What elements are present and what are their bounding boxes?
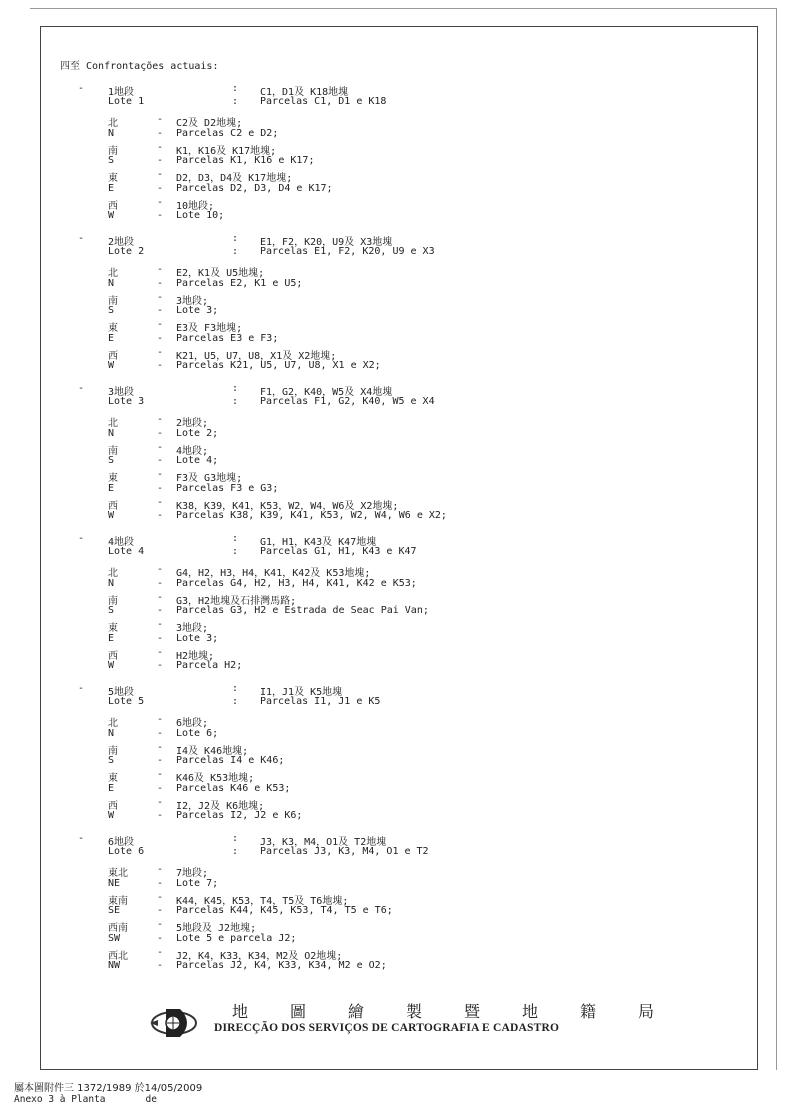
confrontation-direction: 南	[108, 445, 118, 457]
confrontation-text: Parcelas J2, K4, K33, K34, M2 e O2;	[176, 960, 387, 972]
confrontation-text: I4及 K46地塊;	[176, 745, 249, 757]
confrontation-direction: N	[108, 727, 115, 739]
confrontation-direction: 北	[108, 718, 118, 729]
confrontation-dash: -	[157, 632, 164, 644]
lot-parcels-chinese: J3，K3，M4，O1及 T2地塊	[260, 837, 387, 848]
lot-name-chinese: 3地段	[108, 387, 135, 398]
confrontation-dash: -	[157, 155, 164, 167]
confrontation-direction: 西北	[108, 950, 128, 962]
confrontation-direction: W	[108, 810, 115, 822]
lot-name-portuguese: Lote 1	[108, 96, 145, 107]
confrontation-dash: -	[157, 577, 164, 589]
confrontation-text: G3，H2地塊及石排灣馬路;	[176, 595, 297, 607]
confrontation-dash: -	[157, 741, 164, 753]
confrontation-dash: -	[157, 469, 164, 480]
lot-parcels-chinese: F1，G2，K40，W5及 X4地塊	[260, 387, 393, 398]
confrontation-direction: 南	[108, 595, 118, 607]
confrontation-direction: 東	[108, 623, 118, 634]
confrontation-text: Parcelas G3, H2 e Estrada de Seac Pai Van;	[176, 605, 429, 617]
confrontation-dash: -	[157, 905, 164, 917]
confrontation-dash: -	[157, 755, 164, 767]
confrontation-direction: W	[108, 510, 115, 522]
lot-bullet: -	[78, 533, 85, 544]
confrontation-text: Lote 2;	[176, 427, 219, 439]
annex-note-portuguese: Anexo 3 à Planta de	[14, 1094, 157, 1105]
confrontation-direction: SW	[108, 932, 121, 944]
confrontation-dash: -	[157, 496, 164, 508]
confrontation-direction: 東	[108, 473, 118, 484]
confrontation-text: Parcelas K38, K39, K41, K53, W2, W4, W6 e X2;	[176, 510, 447, 522]
lot-name-chinese: 2地段	[108, 237, 135, 248]
lot-parcels-portuguese: Parcelas E1, F2, K20, U9 e X3	[260, 246, 435, 257]
confrontation-text: Parcelas I4 e K46;	[176, 755, 285, 767]
confrontation-text: K21，U5，U7，U8，X1及 X2地塊;	[176, 350, 337, 362]
confrontation-direction: NW	[108, 960, 121, 972]
lot-parcels-portuguese: Parcelas C1, D1 e K18	[260, 96, 387, 107]
confrontation-dash: -	[157, 141, 164, 153]
confrontation-direction: 南	[108, 745, 118, 757]
confrontation-text: Parcelas E3 e F3;	[176, 332, 279, 344]
confrontation-dash: -	[157, 877, 164, 889]
confrontation-direction: 東	[108, 173, 118, 184]
confrontation-dash: -	[157, 319, 164, 330]
confrontation-direction: 南	[108, 295, 118, 307]
confrontation-direction: N	[108, 577, 115, 589]
confrontation-text: 5地段及 J2地塊;	[176, 923, 257, 934]
lot-colon: :	[232, 83, 239, 94]
confrontation-dash: -	[157, 182, 164, 194]
confrontation-dash: -	[157, 427, 164, 439]
confrontation-direction: 北	[108, 118, 118, 129]
lot-parcels-portuguese: Parcelas I1, J1 e K5	[260, 696, 381, 707]
page-edge-top	[30, 8, 777, 10]
confrontation-direction: 西	[108, 200, 118, 212]
confrontation-direction: W	[108, 660, 115, 672]
confrontation-dash: -	[157, 291, 164, 303]
lot-name-portuguese: Lote 4	[108, 546, 145, 557]
lot-colon: :	[232, 246, 239, 257]
confrontation-dash: -	[157, 510, 164, 522]
page-edge-right	[776, 8, 778, 1070]
lot-bullet: -	[78, 83, 85, 94]
confrontation-direction: N	[108, 427, 115, 439]
lot-colon: :	[232, 396, 239, 407]
confrontation-direction: E	[108, 632, 115, 644]
lot-colon: :	[232, 696, 239, 707]
confrontation-text: Parcelas K46 e K53;	[176, 782, 291, 794]
confrontation-text: F3及 G3地塊;	[176, 473, 243, 484]
confrontation-text: Parcelas K44, K45, K53, T4, T5 e T6;	[176, 905, 393, 917]
lot-name-chinese: 4地段	[108, 537, 135, 548]
lot-parcels-chinese: E1，F2，K20，U9及 X3地塊	[260, 237, 393, 248]
confrontation-text: Lote 6;	[176, 727, 219, 739]
confrontation-text: Lote 4;	[176, 455, 219, 467]
confrontation-dash: -	[157, 727, 164, 739]
confrontation-text: Parcelas K1, K16 e K17;	[176, 155, 315, 167]
confrontation-dash: -	[157, 346, 164, 358]
confrontation-direction: S	[108, 305, 115, 317]
confrontation-text: E2，K1及 U5地塊;	[176, 268, 265, 279]
confrontation-dash: -	[157, 891, 164, 903]
dscc-logo-icon	[146, 1003, 202, 1043]
confrontation-direction: 西南	[108, 923, 128, 934]
confrontation-dash: -	[157, 932, 164, 944]
confrontation-direction: E	[108, 782, 115, 794]
confrontation-direction: S	[108, 155, 115, 167]
confrontation-dash: -	[157, 769, 164, 780]
confrontation-dash: -	[157, 277, 164, 289]
confrontation-dash: -	[157, 564, 164, 575]
confrontation-dash: -	[157, 210, 164, 222]
confrontation-direction: W	[108, 210, 115, 222]
confrontation-dash: -	[157, 196, 164, 208]
confrontation-dash: -	[157, 960, 164, 972]
lot-name-portuguese: Lote 2	[108, 246, 145, 257]
confrontation-dash: -	[157, 127, 164, 139]
lot-colon: :	[232, 383, 239, 394]
lot-parcels-portuguese: Parcelas F1, G2, K40, W5 e X4	[260, 396, 435, 407]
lot-parcels-portuguese: Parcelas G1, H1, K43 e K47	[260, 546, 417, 557]
lot-name-portuguese: Lote 6	[108, 846, 145, 857]
confrontation-direction: NE	[108, 877, 121, 889]
lot-colon: :	[232, 96, 239, 107]
confrontation-direction: 北	[108, 418, 118, 429]
confrontation-dash: -	[157, 441, 164, 453]
confrontation-direction: 北	[108, 568, 118, 579]
lot-bullet: -	[78, 683, 85, 694]
confrontation-direction: N	[108, 127, 115, 139]
confrontation-text: Parcela H2;	[176, 660, 243, 672]
confrontation-text: 10地段;	[176, 200, 215, 212]
confrontation-dash: -	[157, 919, 164, 930]
confrontation-dash: -	[157, 619, 164, 630]
confrontation-text: Parcelas K21, U5, U7, U8, X1 e X2;	[176, 360, 381, 372]
lot-name-chinese: 5地段	[108, 687, 135, 698]
confrontation-text: J2，K4，K33，K34，M2及 O2地塊;	[176, 950, 343, 962]
confrontation-text: Lote 7;	[176, 877, 219, 889]
lot-colon: :	[232, 683, 239, 694]
confrontation-text: 7地段;	[176, 868, 209, 879]
confrontation-direction: 東南	[108, 895, 128, 907]
confrontation-direction: E	[108, 332, 115, 344]
confrontation-dash: -	[157, 591, 164, 603]
lot-colon: :	[232, 546, 239, 557]
confrontation-dash: -	[157, 660, 164, 672]
lot-parcels-chinese: G1，H1，K43及 K47地塊	[260, 537, 377, 548]
confrontation-text: K46及 K53地塊;	[176, 773, 255, 784]
lot-colon: :	[232, 846, 239, 857]
confrontation-direction: E	[108, 182, 115, 194]
confrontation-text: Parcelas E2, K1 e U5;	[176, 277, 303, 289]
confrontation-text: C2及 D2地塊;	[176, 118, 243, 129]
confrontation-dash: -	[157, 360, 164, 372]
confrontation-text: Lote 3;	[176, 632, 219, 644]
confrontation-direction: SE	[108, 905, 121, 917]
section-heading: 四至 Confrontações actuais:	[60, 61, 219, 72]
confrontation-dash: -	[157, 605, 164, 617]
confrontation-text: Parcelas I2, J2 e K6;	[176, 810, 303, 822]
confrontation-text: Parcelas C2 e D2;	[176, 127, 279, 139]
confrontation-direction: 西	[108, 350, 118, 362]
confrontation-direction: 東北	[108, 868, 128, 879]
confrontation-text: I2，J2及 K6地塊;	[176, 800, 265, 812]
confrontation-text: 4地段;	[176, 445, 209, 457]
lot-colon: :	[232, 833, 239, 844]
confrontation-direction: E	[108, 482, 115, 494]
confrontation-text: 3地段;	[176, 623, 209, 634]
confrontation-direction: W	[108, 360, 115, 372]
lot-name-chinese: 1地段	[108, 87, 135, 98]
confrontation-dash: -	[157, 796, 164, 808]
confrontation-direction: S	[108, 455, 115, 467]
confrontation-dash: -	[157, 782, 164, 794]
confrontation-dash: -	[157, 305, 164, 317]
confrontation-direction: N	[108, 277, 115, 289]
confrontation-dash: -	[157, 810, 164, 822]
confrontation-text: Parcelas F3 e G3;	[176, 482, 279, 494]
lot-parcels-portuguese: Parcelas J3, K3, M4, O1 e T2	[260, 846, 429, 857]
confrontation-direction: 北	[108, 268, 118, 279]
confrontation-text: Parcelas G4, H2, H3, H4, K41, K42 e K53;	[176, 577, 417, 589]
confrontation-direction: 西	[108, 800, 118, 812]
confrontation-text: H2地塊;	[176, 650, 215, 662]
confrontation-direction: 西	[108, 500, 118, 512]
lot-parcels-chinese: I1，J1及 K5地塊	[260, 687, 343, 698]
confrontation-dash: -	[157, 114, 164, 125]
confrontation-dash: -	[157, 864, 164, 875]
confrontation-text: K1，K16及 K17地塊;	[176, 145, 277, 157]
confrontation-dash: -	[157, 455, 164, 467]
lot-name-portuguese: Lote 3	[108, 396, 145, 407]
org-name-chinese: 地圖繪製暨地籍局	[232, 1002, 697, 1021]
confrontation-direction: 西	[108, 650, 118, 662]
annex-note-chinese: 屬本圖附件三 1372/1989 於14/05/2009	[14, 1083, 203, 1094]
confrontation-text: Parcelas D2, D3, D4 e K17;	[176, 182, 333, 194]
lot-bullet: -	[78, 833, 85, 844]
confrontation-text: E3及 F3地塊;	[176, 323, 243, 334]
confrontation-dash: -	[157, 946, 164, 958]
confrontation-dash: -	[157, 264, 164, 275]
lot-bullet: -	[78, 233, 85, 244]
confrontation-text: 6地段;	[176, 718, 209, 729]
confrontation-text: 2地段;	[176, 418, 209, 429]
confrontation-text: K44，K45，K53，T4，T5及 T6地塊;	[176, 895, 349, 907]
lot-colon: :	[232, 533, 239, 544]
confrontation-text: G4，H2，H3，H4，K41，K42及 K53地塊;	[176, 568, 371, 579]
lot-bullet: -	[78, 383, 85, 394]
lot-parcels-chinese: C1，D1及 K18地塊	[260, 87, 349, 98]
confrontation-text: Lote 3;	[176, 305, 219, 317]
confrontation-dash: -	[157, 646, 164, 658]
lot-colon: :	[232, 233, 239, 244]
lot-name-chinese: 6地段	[108, 837, 135, 848]
confrontation-direction: 南	[108, 145, 118, 157]
confrontation-text: Lote 10;	[176, 210, 225, 222]
lot-name-portuguese: Lote 5	[108, 696, 145, 707]
confrontation-direction: 東	[108, 323, 118, 334]
org-name-portuguese: DIRECÇÃO DOS SERVIÇOS DE CARTOGRAFIA E CADASTRO	[214, 1022, 560, 1034]
confrontation-direction: S	[108, 755, 115, 767]
confrontation-dash: -	[157, 332, 164, 344]
confrontation-direction: S	[108, 605, 115, 617]
confrontation-text: Lote 5 e parcela J2;	[176, 932, 297, 944]
confrontation-dash: -	[157, 169, 164, 180]
confrontation-text: K38，K39，K41，K53，W2，W4，W6及 X2地塊;	[176, 500, 399, 512]
confrontation-direction: 東	[108, 773, 118, 784]
confrontation-dash: -	[157, 482, 164, 494]
confrontation-dash: -	[157, 414, 164, 425]
confrontation-dash: -	[157, 714, 164, 725]
confrontation-text: 3地段;	[176, 295, 209, 307]
confrontation-text: D2，D3，D4及 K17地塊;	[176, 173, 293, 184]
